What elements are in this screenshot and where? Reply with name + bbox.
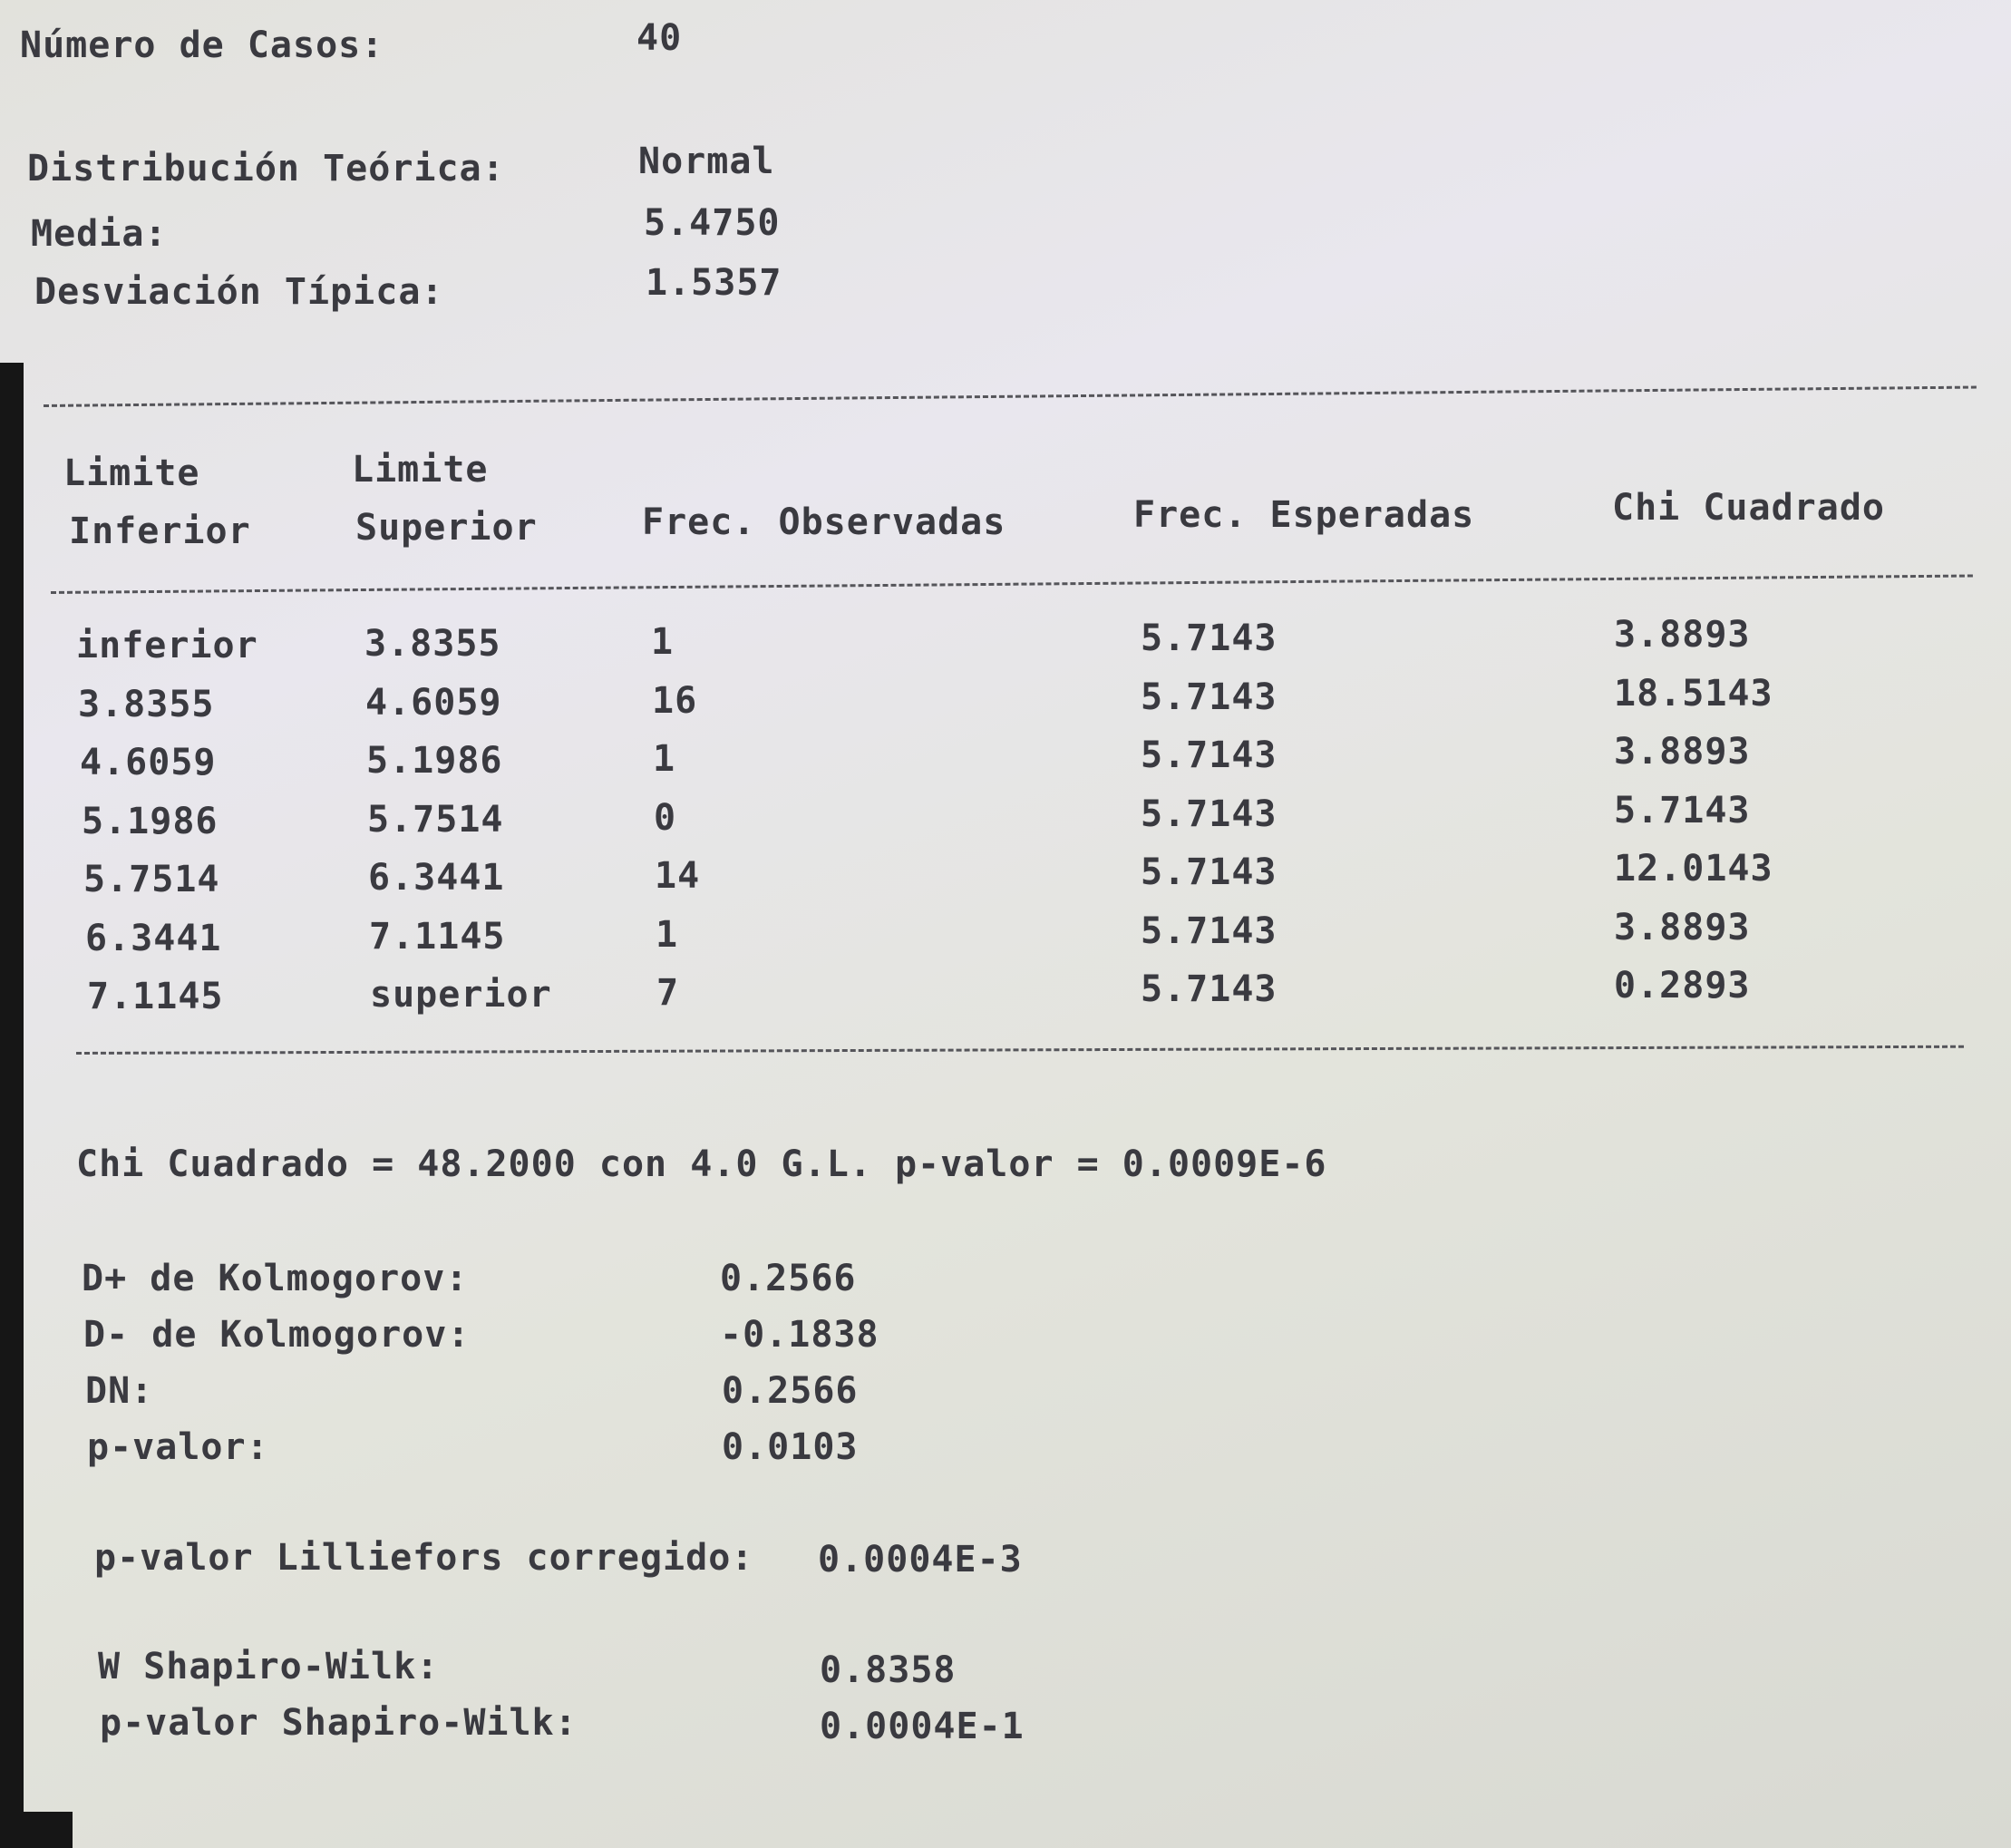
lilliefors-value: 0.0004E-3	[818, 1539, 1023, 1581]
cell-observed-freq: 16	[652, 680, 698, 722]
d-minus-label: D- de Kolmogorov:	[83, 1314, 471, 1356]
cell-expected-freq: 5.7143	[1141, 618, 1278, 659]
header-upper-limit-1: Limite	[352, 449, 489, 491]
header-lower-limit-1: Limite	[63, 452, 200, 494]
cell-observed-freq: 1	[656, 914, 679, 956]
cell-expected-freq: 5.7143	[1141, 968, 1278, 1010]
cell-observed-freq: 7	[656, 972, 680, 1014]
cell-chi-square: 3.8893	[1614, 614, 1751, 656]
monitor-bezel-bottom	[0, 1812, 73, 1848]
mean-label: Media:	[31, 213, 168, 255]
header-observed: Frec. Observadas	[642, 501, 1006, 543]
cell-upper-limit: 3.8355	[364, 623, 501, 665]
cell-upper-limit: 4.6059	[365, 682, 502, 724]
lilliefors-label: p-valor Lilliefors corregido:	[94, 1537, 754, 1579]
cell-observed-freq: 14	[655, 855, 701, 897]
cell-upper-limit: 5.7514	[367, 799, 504, 841]
p-value-value: 0.0103	[722, 1426, 859, 1468]
p-value-label: p-valor:	[87, 1426, 269, 1468]
cell-chi-square: 3.8893	[1614, 731, 1751, 773]
cell-observed-freq: 1	[653, 738, 676, 780]
cell-chi-square: 12.0143	[1614, 848, 1773, 890]
header-upper-limit-2: Superior	[355, 507, 538, 549]
cell-lower-limit: 6.3441	[85, 918, 222, 959]
separator-header	[51, 574, 1973, 594]
cell-chi-square: 3.8893	[1614, 907, 1751, 948]
shapiro-w-label: W Shapiro-Wilk:	[98, 1646, 440, 1688]
cell-chi-square: 0.2893	[1614, 965, 1751, 1007]
shapiro-p-label: p-valor Shapiro-Wilk:	[100, 1702, 578, 1744]
shapiro-p-value: 0.0004E-1	[820, 1706, 1025, 1747]
mean-value: 5.4750	[644, 202, 781, 244]
cell-observed-freq: 1	[651, 621, 675, 663]
cell-expected-freq: 5.7143	[1141, 851, 1278, 893]
cell-upper-limit: superior	[370, 974, 552, 1016]
cell-expected-freq: 5.7143	[1141, 910, 1278, 952]
shapiro-w-value: 0.8358	[820, 1649, 957, 1691]
dn-label: DN:	[85, 1370, 154, 1412]
cell-expected-freq: 5.7143	[1141, 734, 1278, 776]
cell-lower-limit: inferior	[76, 625, 258, 666]
cell-lower-limit: 5.1986	[82, 801, 219, 842]
header-chi-square: Chi Cuadrado	[1612, 487, 1885, 529]
sd-value: 1.5357	[646, 262, 782, 304]
cell-chi-square: 18.5143	[1614, 673, 1773, 715]
cell-lower-limit: 5.7514	[83, 859, 220, 900]
separator-top	[44, 386, 1977, 407]
cell-chi-square: 5.7143	[1614, 790, 1751, 832]
cell-lower-limit: 4.6059	[80, 742, 217, 783]
cell-lower-limit: 7.1145	[87, 976, 224, 1017]
separator-bottom	[76, 1046, 1964, 1055]
d-plus-value: 0.2566	[720, 1258, 857, 1299]
monitor-bezel-left	[0, 363, 24, 1848]
cell-expected-freq: 5.7143	[1141, 793, 1278, 835]
chi-square-summary: Chi Cuadrado = 48.2000 con 4.0 G.L. p-valor = 0.0009E-6	[76, 1143, 1327, 1185]
cell-expected-freq: 5.7143	[1141, 676, 1278, 718]
d-minus-value: -0.1838	[720, 1314, 879, 1356]
cell-lower-limit: 3.8355	[78, 684, 215, 725]
header-expected: Frec. Esperadas	[1133, 494, 1475, 536]
dn-value: 0.2566	[722, 1370, 859, 1412]
cell-upper-limit: 7.1145	[369, 916, 506, 958]
cell-upper-limit: 5.1986	[366, 740, 503, 782]
d-plus-label: D+ de Kolmogorov:	[82, 1258, 469, 1299]
cell-observed-freq: 0	[654, 797, 677, 839]
distribution-value: Normal	[638, 141, 775, 182]
cell-upper-limit: 6.3441	[368, 857, 505, 899]
distribution-label: Distribución Teórica:	[27, 148, 505, 190]
cases-label: Número de Casos:	[20, 24, 384, 66]
sd-label: Desviación Típica:	[34, 271, 444, 313]
header-lower-limit-2: Inferior	[69, 511, 251, 552]
cases-value: 40	[636, 17, 683, 59]
